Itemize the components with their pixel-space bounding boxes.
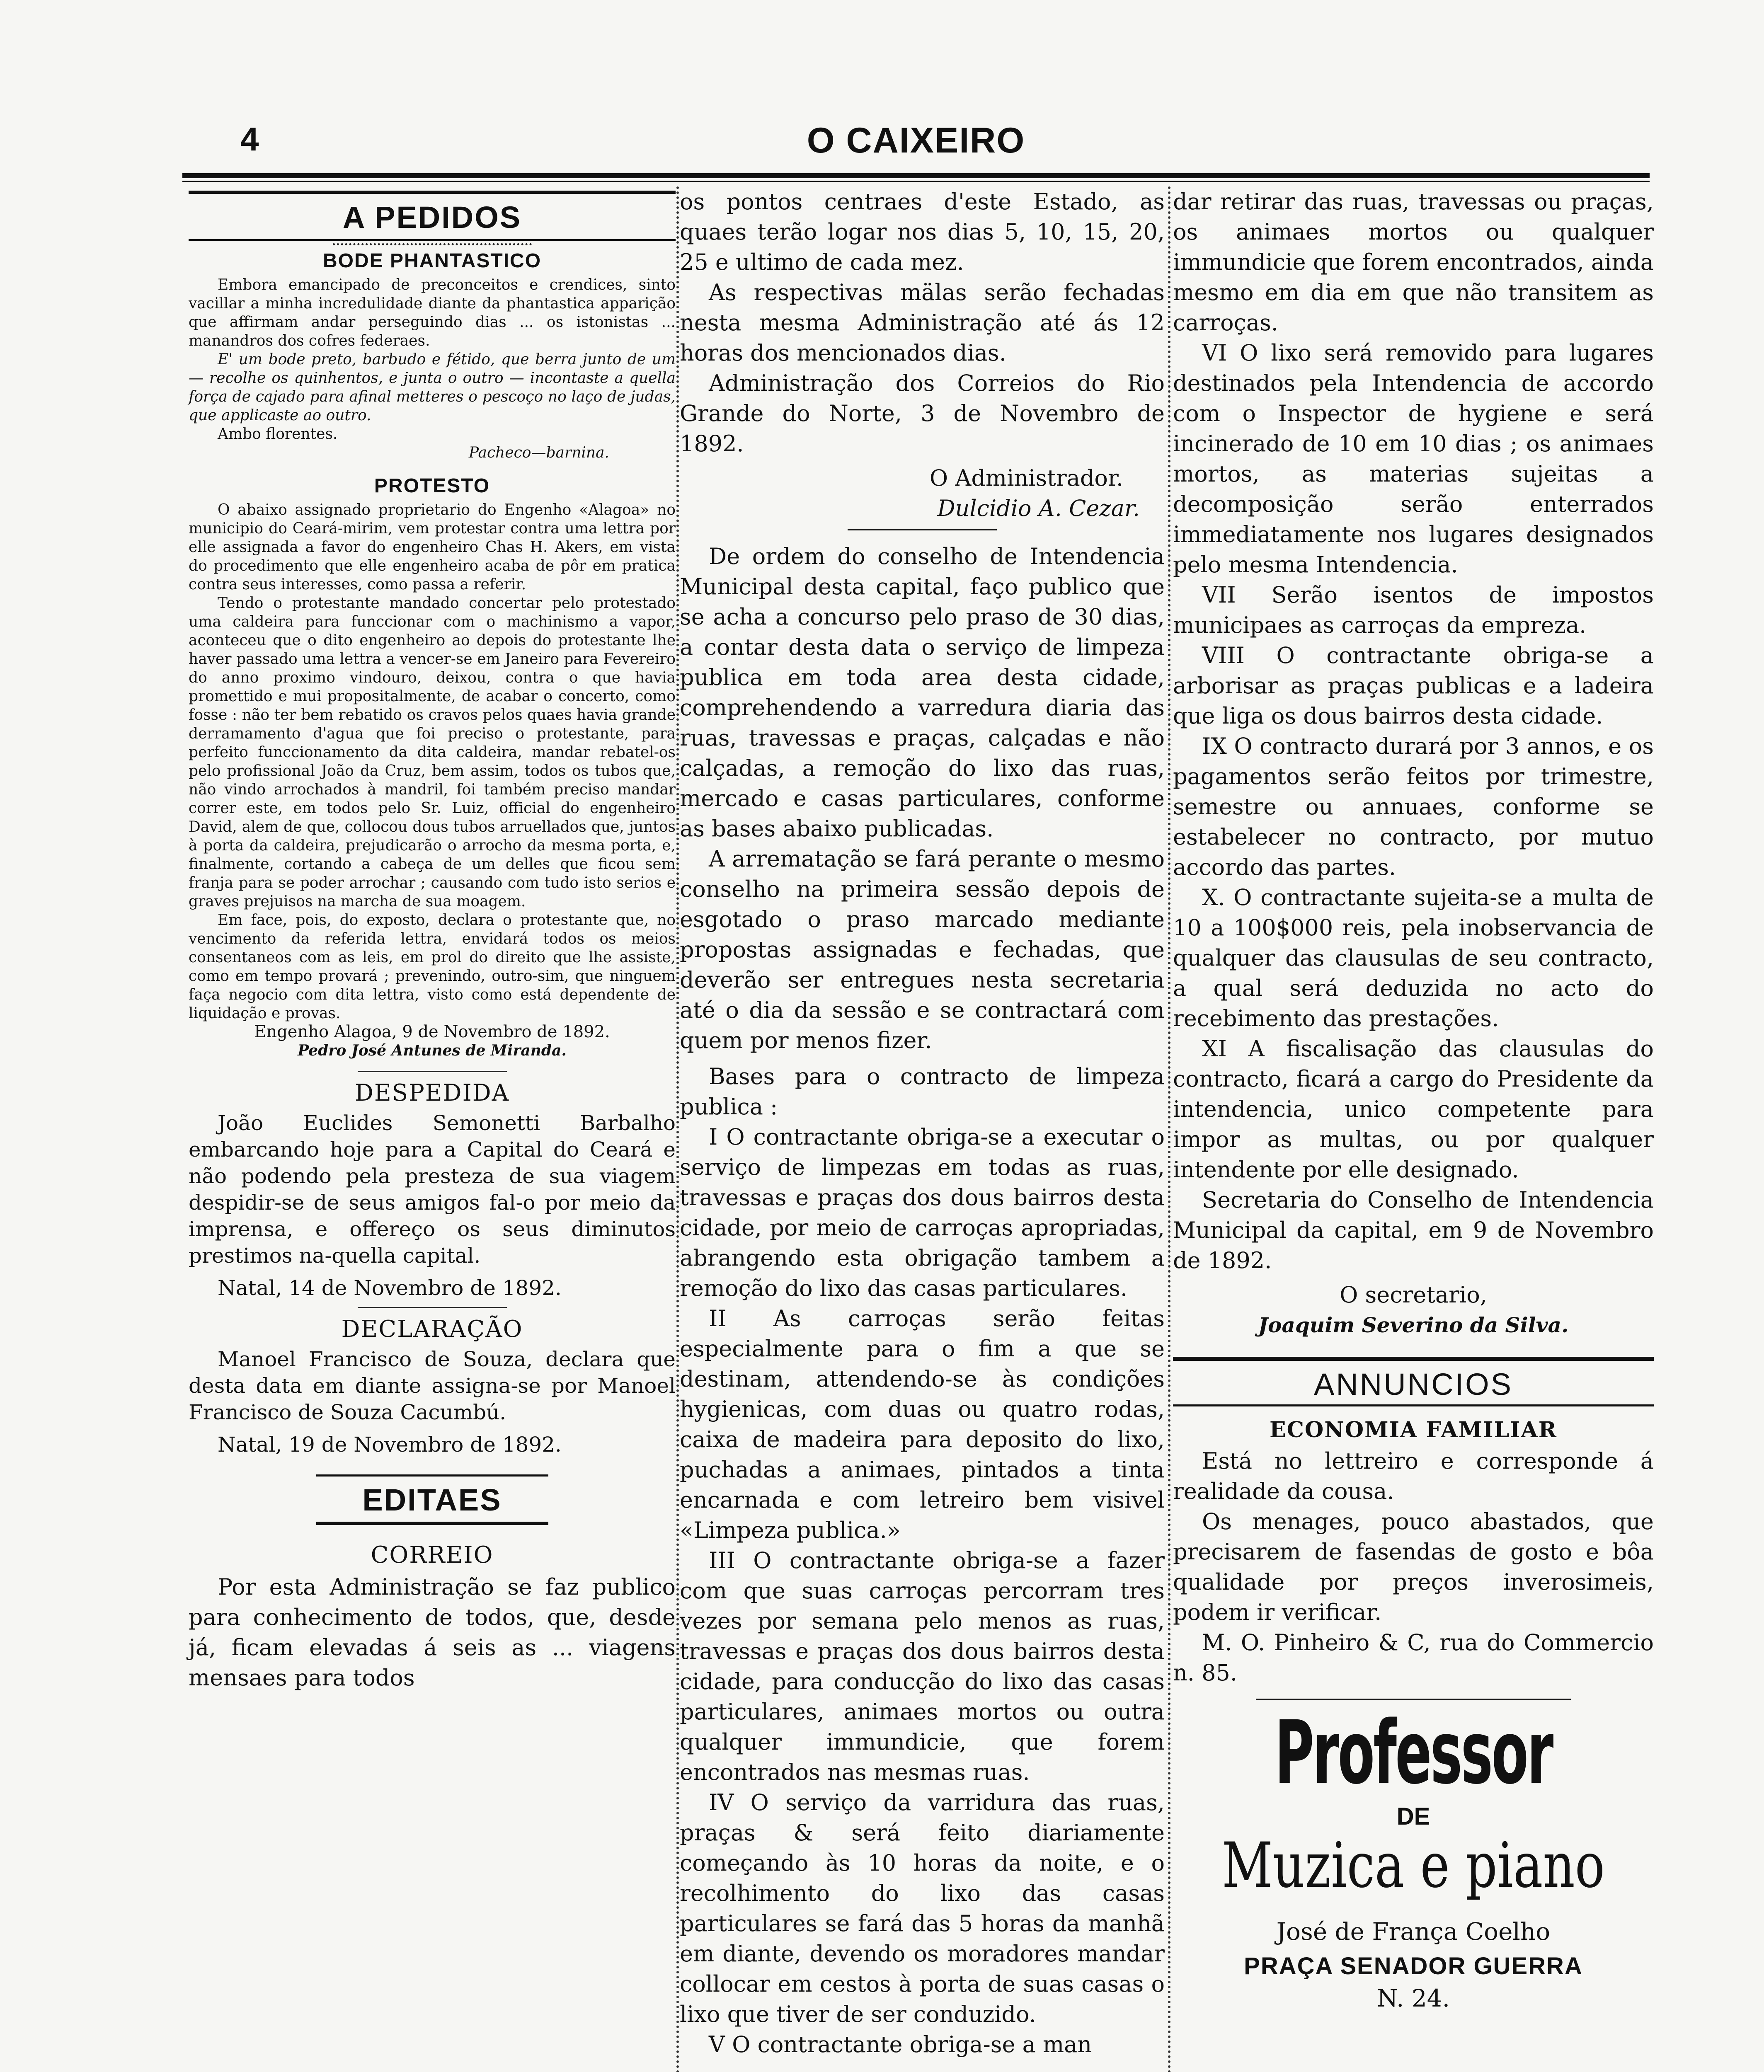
masthead-rule bbox=[182, 173, 1650, 178]
ad-professor-address: PRAÇA SENADOR GUERRA bbox=[1244, 1953, 1583, 1980]
ad-paragraph: M. O. Pinheiro & C, rua do Commercio n. 85. bbox=[1173, 1629, 1654, 1686]
article-title-declaracao: DECLARAÇÃO bbox=[341, 1316, 523, 1343]
column-2 bbox=[680, 186, 1165, 2060]
article-paragraph: Bases para o contracto de limpeza publica : bbox=[680, 1063, 1165, 1120]
ad-professor-name: José de França Coelho bbox=[1276, 1917, 1551, 1946]
article-paragraph: Em face, pois, do exposto, declara o protestante que, no vencimento da referida lettra, envidará todos os meios consentaneos com as leis, em prol do direito que lhe assiste, como em tempo provará ; prevenindo, outro-sim, que ninguem faça negocio com dita lettra, visto como está dependente de liquidação e provas. bbox=[189, 912, 676, 1022]
article-place-date: Engenho Alagoa, 9 de Novembro de 1892. bbox=[254, 1022, 610, 1041]
article-paragraph: X. O contractante sujeita-se a multa de 10 a 100$000 reis, pela inobservancia de qualquer das clausulas de seu contracto, a qual será deduzida no acto do recebimento das prestações. bbox=[1173, 884, 1654, 1031]
separator-rule bbox=[1256, 1699, 1571, 1700]
article-paragraph: De ordem do conselho de Intendencia Municipal desta capital, faço publico que se acha a concurso pelo praso de 30 dias, a contar desta data o serviço de limpeza publica em toda area desta cidade, comprehendendo a varredura diaria das ruas, travessas e praças, calçadas e não calçadas, a remoção do lixo das ruas, mercado e casas particulares, conforme as bases abaixo publicadas. bbox=[680, 543, 1165, 842]
newspaper-title: O CAIXEIRO bbox=[807, 121, 1025, 160]
article-paragraph: IX O contracto durará por 3 annos, e os pagamentos serão feitos por trimestre, semestre ou annuaes, conforme se estabelecer no contracto, por mutuo accordo das partes. bbox=[1173, 733, 1654, 880]
section-title-a-pedidos: A PEDIDOS bbox=[189, 191, 676, 241]
article-paragraph: VII Serão isentos de impostos municipaes as carroças da empreza. bbox=[1173, 582, 1654, 638]
article-paragraph: V O contractante obriga-se a man bbox=[709, 2031, 1092, 2057]
article-title-despedida: DESPEDIDA bbox=[354, 1080, 510, 1106]
ad-title-economia: ECONOMIA FAMILIAR bbox=[1269, 1417, 1558, 1443]
article-title-correio: CORREIO bbox=[371, 1542, 494, 1569]
section-title-annuncios: ANNUNCIOS bbox=[1313, 1367, 1513, 1402]
separator-rule-thick bbox=[1173, 1357, 1654, 1361]
article-date: Natal, 19 de Novembro de 1892. bbox=[218, 1433, 562, 1457]
article-title-bode: BODE PHANTASTICO bbox=[322, 250, 542, 272]
article-paragraph: II As carroças serão feitas especialmente para o fim a que se destinam, attendendo-se às condições hygienicas, com duas ou quatro rodas, caixa de madeira para deposito do lixo, puchadas a animaes, pintados a tinta encarnada e com letreiro bem visivel «Limpeza publica.» bbox=[680, 1305, 1165, 1543]
article-paragraph: O abaixo assignado proprietario do Engenho «Alagoa» no municipio do Ceará-mirim, vem protestar contra uma lettra por elle assignada a favor do engenheiro Chas H. Akers, em vista do procedimento que elle engenheiro acaba de pôr em pratica contra seus interesses, como passa a referir. bbox=[189, 501, 676, 593]
article-paragraph: os pontos centraes d'este Estado, as quaes terão logar nos dias 5, 10, 15, 20, 25 e ultimo de cada mez. bbox=[680, 189, 1165, 275]
article-paragraph: XI A fiscalisação das clausulas do contracto, ficará a cargo do Presidente da intendencia, unico competente para impor as multas, ou por qualquer intendente por elle designado. bbox=[1173, 1036, 1654, 1183]
section-title-editaes: EDITAES bbox=[316, 1474, 548, 1525]
ad-paragraph: Está no lettreiro e corresponde á realidade da cousa. bbox=[1173, 1448, 1654, 1504]
article-paragraph: Embora emancipado de preconceitos e crendices, sinto vacillar a minha incredulidade diante da phantastica apparição que affirmam andar perseguindo dias ... os istonistas ... manandros dos cofres federaes. bbox=[189, 276, 676, 349]
secretary-name: Joaquim Severino da Silva. bbox=[1258, 1313, 1569, 1337]
article-paragraph: III O contractante obriga-se a fazer com que suas carroças percorram tres vezes por semana pelo menos as ruas, travessas e praças dos dous bairros desta cidade, para conducção do lixo das casas particulares, animaes mortos ou outra qualquer immundicie, que forem encontrados nas mesmas ruas. bbox=[680, 1547, 1165, 1785]
secretary-title: O secretario, bbox=[1340, 1282, 1487, 1308]
article-signature: Pacheco—barnina. bbox=[468, 444, 609, 461]
article-signature: Pedro José Antunes de Miranda. bbox=[298, 1042, 567, 1059]
ad-professor-number: N. 24. bbox=[1376, 1984, 1450, 2012]
article-paragraph: IV O serviço da varridura das ruas, praças & será feito diariamente começando às 10 horas da noite, e o recolhimento do lixo das casas particulares se fará das 5 horas da manhã em diante, devendo os moradores mandar collocar em cestos à porta de suas casas o lixo que tiver de ser conduzido. bbox=[680, 1789, 1165, 2027]
ornament-rule bbox=[333, 243, 532, 245]
article-paragraph: Ambo florentes. bbox=[218, 426, 338, 443]
article-paragraph: I O contractante obriga-se a executar o serviço de limpezas em todas as ruas, travessas e praças dos dous bairros desta cidade, por meio de carroças apropriadas, abrangendo esta obrigação tambem a remoção do lixo das casas particulares. bbox=[680, 1124, 1165, 1301]
administrator-name: Dulcidio A. Cezar. bbox=[937, 495, 1140, 521]
separator-rule bbox=[848, 529, 997, 530]
article-paragraph: VI O lixo será removido para lugares destinados pela Intendencia de accordo com o Inspector de hygiene e será incinerado de 10 em 10 dias ; os animaes mortos, as materias sujeitas a decomposição serão enterrados immediatamente nos lugares designados pelo mesma Intendencia. bbox=[1173, 340, 1654, 578]
article-paragraph: E' um bode preto, barbudo e fétido, que berra junto de um — recolhe os quinhentos, e junta o outro — incontaste a quella força de cajado para afinal metteres o pescoço no laço de judas, que applicaste ao outro. bbox=[189, 351, 676, 424]
ad-paragraph: Os menages, pouco abastados, que precisarem de fasendas de gosto e bôa qualidade por preços inverosimeis, podem ir verificar. bbox=[1173, 1508, 1654, 1625]
article-paragraph: As respectivas mälas serão fechadas nesta mesma Administração até ás 12 horas dos mencionados dias. bbox=[680, 279, 1165, 366]
article-date: Natal, 14 de Novembro de 1892. bbox=[218, 1276, 562, 1300]
article-paragraph: A arrematação se fará perante o mesmo conselho na primeira sessão depois de esgotado o praso marcado mediante propostas assignadas e fechadas, que deverão ser entregues nesta secretaria até o dia da sessão e se contractará com quem por menos fizer. bbox=[680, 846, 1165, 1053]
ad-professor-subject: Muzica e piano bbox=[1221, 1830, 1605, 1902]
article-title-protesto: PROTESTO bbox=[374, 475, 490, 497]
article-paragraph: Tendo o protestante mandado concertar pelo protestado uma caldeira para funccionar com o machinismo a vapor, aconteceu que o dito engenheiro ao depois do protestante lhe haver passado uma lettra a vencer-se em Janeiro para Fevereiro do anno proximo vindouro, deixou, contra o que havia promettido e mui propositalmente, de acabar o concerto, como fosse : não ter bem rebatido os cravos pelos quaes havia grande derramamento d'agua que foi preciso o protestante, para perfeito funccionamento da dita caldeira, mandar rebatel-os pelo profissional João da Cruz, bem assim, todos os tubos que, não vindo arrochados à mandril, foi também preciso mandar correr este, em todos pelo Sr. Luiz, official do engenheiro David, alem de que, collocou dous tubos arruellados que, juntos à porta da caldeira, prejudicarão o arrocho da mesma porta, e, finalmente, cortando a cabeça de um delles que ficou sem franja para se poder arrochar ; causando com tudo isto serios e graves prejuisos na marcha de sua moagem. bbox=[189, 595, 676, 910]
separator-rule bbox=[358, 1307, 507, 1308]
article-paragraph: dar retirar das ruas, travessas ou praças, os animaes mortos ou qualquer immundicie que forem encontrados, ainda mesmo em dia em que não transitem as carroças. bbox=[1173, 189, 1654, 336]
article-paragraph: VIII O contractante obriga-se a arborisar as praças publicas e a ladeira que liga os dous bairros desta cidade. bbox=[1173, 642, 1654, 729]
masthead bbox=[182, 120, 1650, 170]
separator-rule bbox=[358, 1071, 507, 1072]
separator-rule bbox=[1173, 1404, 1654, 1406]
article-paragraph: Manoel Francisco de Souza, declara que desta data em diante assigna-se por Manoel Francisco de Souza Cacumbú. bbox=[189, 1347, 676, 1424]
column-1 bbox=[189, 186, 676, 1693]
article-paragraph: Administração dos Correios do Rio Grande do Norte, 3 de Novembro de 1892. bbox=[680, 370, 1165, 457]
ad-professor-title: Professor bbox=[1275, 1702, 1552, 1803]
administrator-title: O Administrador. bbox=[929, 465, 1123, 491]
article-paragraph: João Euclides Semonetti Barbalho embarcando hoje para a Capital do Ceará e não podendo pela presteza de sua viagem despidir-se de seus amigos fal-o por meio da imprensa, e offereço os seus diminutos prestimos na-quella capital. bbox=[189, 1111, 676, 1268]
column-3 bbox=[1173, 186, 1654, 2012]
article-paragraph: Secretaria do Conselho de Intendencia Municipal da capital, em 9 de Novembro de 1892. bbox=[1173, 1187, 1654, 1273]
masthead-rule-thin bbox=[182, 181, 1650, 182]
article-paragraph: Por esta Administração se faz publico para conhecimento de todos, que, desde já, ficam elevadas á seis as ... viagens mensaes para todos bbox=[189, 1574, 676, 1691]
ad-professor-de: DE bbox=[1396, 1803, 1430, 1830]
page-number: 4 bbox=[240, 121, 259, 157]
